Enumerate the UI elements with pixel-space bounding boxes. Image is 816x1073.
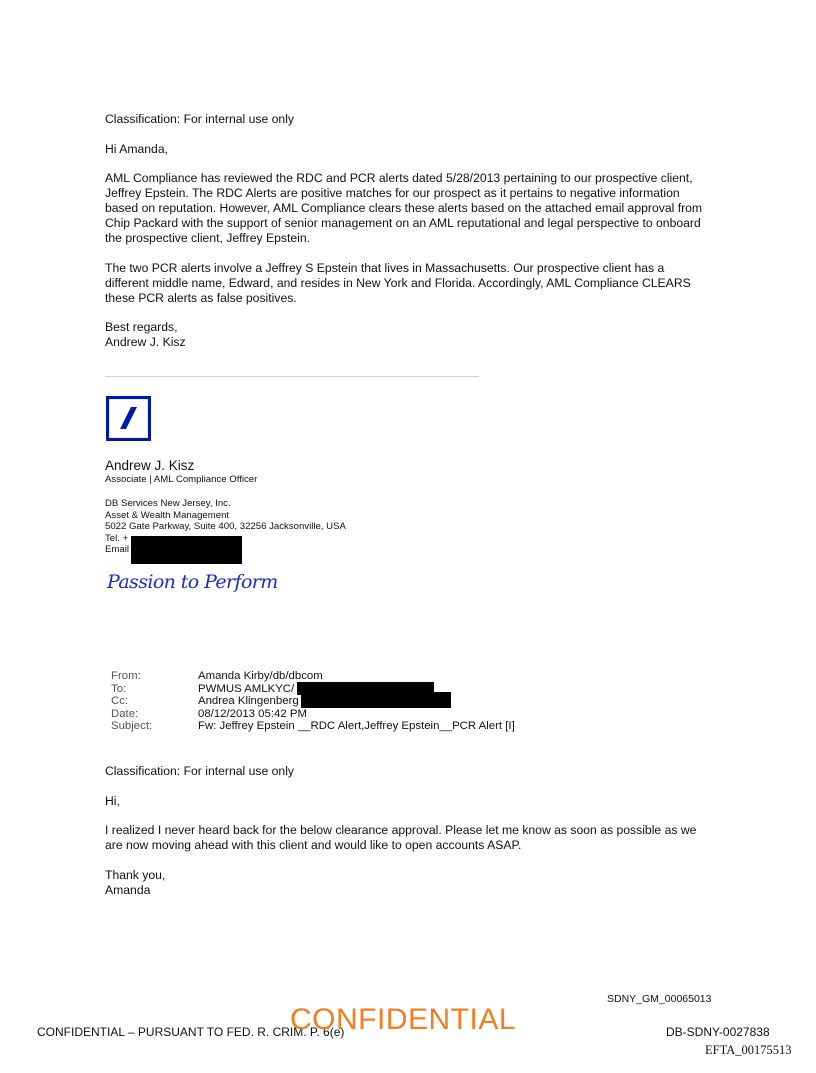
cc-label: Cc: — [111, 695, 129, 708]
subject-value: Fw: Jeffrey Epstein __RDC Alert,Jeffrey Epstein__PCR Alert [I] — [198, 720, 515, 733]
confidential-legend: CONFIDENTIAL – PURSUANT TO FED. R. CRIM. P. 6(e) — [37, 1025, 345, 1039]
redaction-box — [131, 536, 242, 564]
signature-name: Andrew J. Kisz — [105, 458, 195, 473]
body-paragraph-3: I realized I never heard back for the below clearance approval. Please let me know as soon as possible as we are now moving ahead with this client and would like to open accounts ASAP. — [105, 823, 697, 852]
signature-division: Asset & Wealth Management — [105, 509, 230, 521]
from-value: Amanda Kirby/db/dbcom — [198, 670, 323, 682]
signature-title: Associate | AML Compliance Officer — [105, 474, 258, 485]
redaction-box — [301, 692, 451, 708]
bates-number-top: SDNY_GM_00065013 — [607, 993, 712, 1005]
signature-tel: Tel. + — [105, 532, 129, 544]
signature-divider — [105, 376, 479, 377]
greeting-2: Hi, — [105, 794, 120, 808]
signoff-name: Andrew J. Kisz — [105, 335, 186, 349]
cc-value: Andrea Klingenberg — [198, 695, 299, 708]
date-label: Date: — [111, 707, 139, 720]
classification-line-2: Classification: For internal use only — [105, 764, 294, 778]
classification-line: Classification: For internal use only — [105, 112, 294, 126]
bates-number-right: DB-SDNY-0027838 — [666, 1025, 770, 1039]
body-paragraph-1: AML Compliance has reviewed the RDC and PCR alerts dated 5/28/2013 pertaining to our prospective client, Jeffrey Epstein. The RDC Alerts are positive matches for our prospect as it pertains to negative information based on reputation. However, AML Compliance clears these alerts based on the attached email approval from Chip Packard with the support of senior management on an AML reputational and legal perspective to onboard the prospective client, Jeffrey Epstein. — [105, 171, 703, 245]
from-label: From: — [111, 670, 141, 682]
body-paragraph-2: The two PCR alerts involve a Jeffrey S Epstein that lives in Massachusetts. Our prospective client has a different middle name, Edward, and resides in New York and Florida. Accordingly, AML Compliance CLEARS these PCR alerts as false positives. — [105, 261, 691, 305]
to-value: PWMUS AMLKYC/ — [198, 682, 295, 695]
greeting: Hi Amanda, — [105, 142, 169, 156]
confidential-stamp: CONFIDENTIAL — [290, 1003, 517, 1036]
date-value: 08/12/2013 05:42 PM — [198, 707, 307, 720]
signature-company: DB Services New Jersey, Inc. — [105, 498, 231, 509]
signature-email: Email — [105, 544, 129, 555]
signature-address: 5022 Gate Parkway, Suite 400, 32256 Jacksonville, USA — [105, 521, 346, 532]
slogan-text: Passion to Perform — [107, 571, 278, 593]
deutsche-bank-logo-icon — [106, 396, 151, 441]
signoff-name-2: Amanda — [105, 883, 151, 897]
closing-2: Thank you, — [105, 868, 166, 882]
subject-label: Subject: — [111, 720, 153, 733]
to-label: To: — [111, 682, 127, 695]
closing: Best regards, — [105, 320, 178, 334]
slogan-passion-to-perform — [107, 571, 278, 593]
efta-number: EFTA_00175513 — [705, 1043, 792, 1057]
